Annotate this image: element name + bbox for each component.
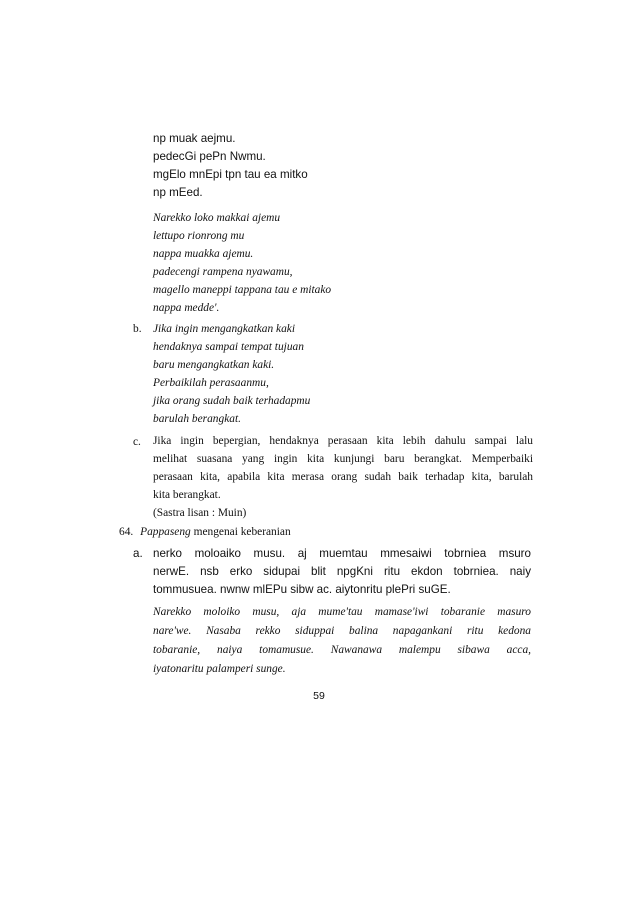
item-64a-latin-line: iyatonaritu palamperi sunge. — [153, 663, 286, 675]
lontara-line: np muak aejmu. — [153, 132, 236, 145]
item-c-marker: c. — [133, 436, 141, 448]
item-c-line: Jika ingin bepergian, hendaknya perasaan kita lebih dahulu sampai lalu — [153, 435, 533, 447]
item-b-line: Perbaikilah perasaanmu, — [153, 377, 269, 389]
item-64a-latin-line: nare'we. Nasaba rekko siduppai balina napagankani ritu kedona — [153, 625, 531, 637]
lontara-line: pedecGi pePn Nwmu. — [153, 150, 266, 163]
item-c-line: perasaan kita, apabila kita merasa orang sudah baik terhadap kita, barulah — [153, 471, 533, 483]
item-c-line: melihat suasana yang ingin kita kunjungi baru berangkat. Memperbaiki — [153, 453, 533, 465]
latin-line: nappa muakka ajemu. — [153, 248, 254, 260]
item-b-line: hendaknya sampai tempat tujuan — [153, 341, 304, 353]
item-b-text — [153, 320, 493, 428]
page-number: 59 — [313, 690, 325, 702]
item-b-line: baru mengangkatkan kaki. — [153, 359, 275, 371]
lontara-line: np mEed. — [153, 186, 203, 199]
item-64a-marker: a. — [133, 547, 143, 560]
item-64a-latin-line: Narekko moloiko musu, aja mume'tau mamase'iwi tobaranie masuro — [153, 606, 531, 618]
item-64a-latin — [153, 603, 531, 679]
item-64a-lontara-line: nerko moloaiko musu. aj muemtau mmesaiwi tobrniea msuro — [153, 547, 531, 560]
lontara-line: mgElo mnEpi tpn tau ea mitko — [153, 168, 308, 181]
item-c-source: (Sastra lisan : Muin) — [153, 507, 247, 519]
lontara-block-1 — [153, 130, 493, 202]
item-c-line: kita berangkat. — [153, 489, 221, 501]
item-64a-lontara-line: nerwE. nsb erko sidupai blit npgKni ritu ekdon tobrniea. naiy — [153, 565, 531, 578]
latin-line: lettupo rionrong mu — [153, 230, 245, 242]
section-64-number: 64. — [119, 526, 134, 538]
item-b-marker: b. — [133, 323, 142, 335]
item-64a-lontara-line: tommusuea. nwnw mlEPu sibw ac. aiytonritu plePri suGE. — [153, 583, 451, 596]
latin-line: Narekko loko makkai ajemu — [153, 212, 281, 224]
section-64-title-rest: mengenai keberanian — [190, 526, 291, 538]
item-64a-lontara — [153, 545, 531, 599]
latin-line: magello maneppi tappana tau e mitako — [153, 284, 332, 296]
item-b-line: jika orang sudah baik terhadapmu — [153, 395, 311, 407]
item-c-text — [153, 432, 533, 522]
item-b-line: barulah berangkat. — [153, 413, 241, 425]
latin-line: nappa medde'. — [153, 302, 220, 314]
item-b-line: Jika ingin mengangkatkan kaki — [153, 323, 296, 335]
latin-line: padecengi rampena nyawamu, — [153, 266, 293, 278]
latin-block-1 — [153, 209, 493, 317]
item-64a-latin-line: tobaranie, naiya tomamusue. Nawanawa malempu sibawa acca, — [153, 644, 531, 656]
section-64-heading — [119, 525, 291, 539]
section-64-title-italic: Pappaseng — [140, 526, 191, 538]
